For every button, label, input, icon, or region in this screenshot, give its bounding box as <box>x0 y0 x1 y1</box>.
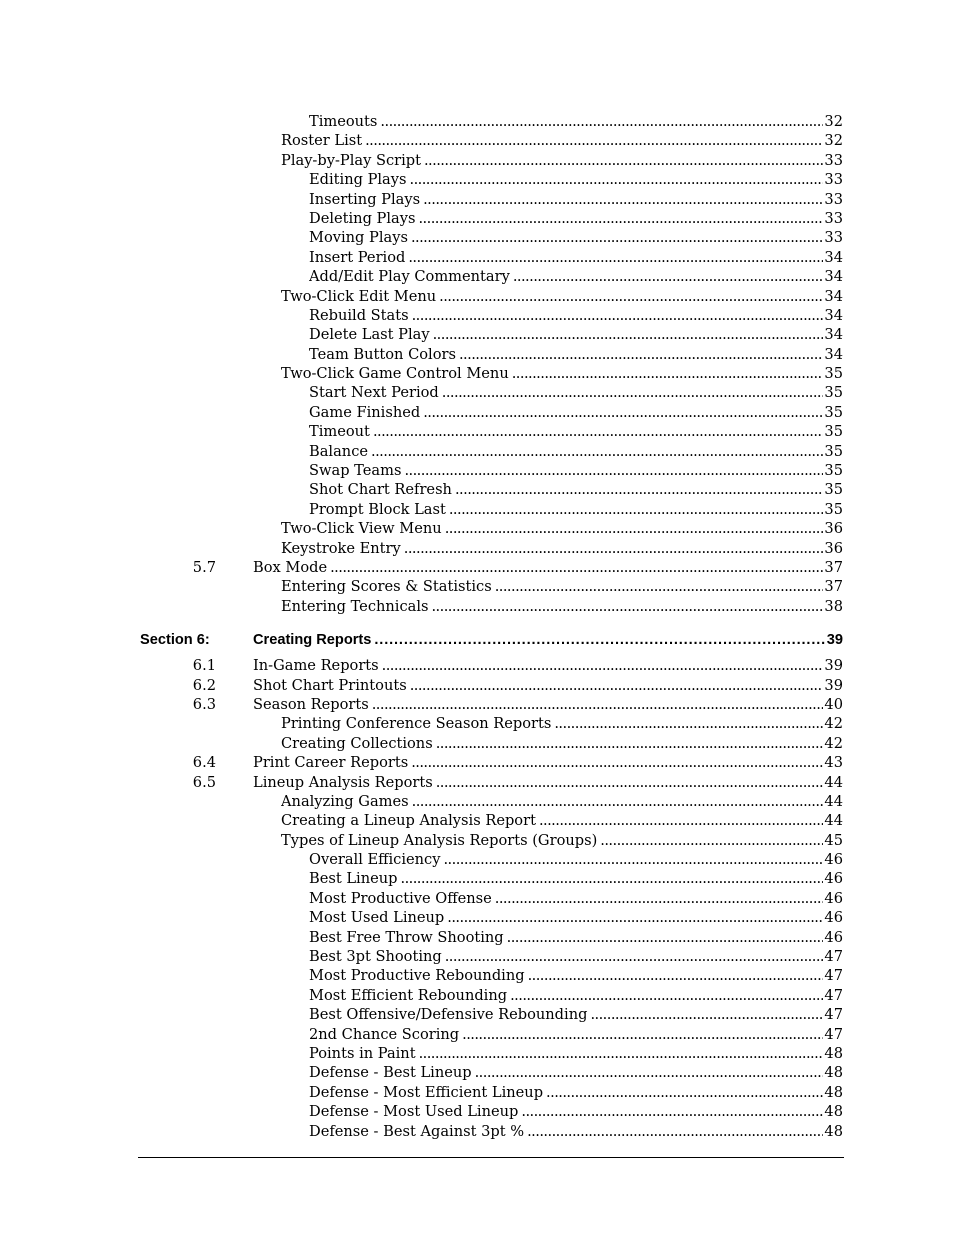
toc-entry[interactable] <box>0 1005 954 1024</box>
toc-page-number: 35 <box>824 481 843 499</box>
toc-entry[interactable] <box>0 442 954 461</box>
toc-entry-line <box>309 1063 843 1082</box>
toc-entry-line <box>309 248 843 267</box>
toc-entry-title: Moving Plays <box>309 229 408 247</box>
toc-entry[interactable] <box>0 1044 954 1063</box>
toc-entry-title: Lineup Analysis Reports <box>253 773 433 791</box>
toc-page-number: 48 <box>824 1122 843 1140</box>
toc-page-number: 46 <box>824 851 843 869</box>
toc-entry-title: Add/Edit Play Commentary <box>309 268 510 286</box>
dot-leader <box>600 831 823 850</box>
dot-leader <box>424 151 823 170</box>
toc-entry-title: Defense - Most Used Lineup <box>309 1103 519 1121</box>
dot-leader <box>528 966 824 985</box>
toc-entry-title: Overall Efficiency <box>309 851 441 869</box>
toc-entry-title: Types of Lineup Analysis Reports (Groups) <box>281 831 598 849</box>
toc-entry[interactable] <box>0 1063 954 1082</box>
toc-entry[interactable] <box>0 151 954 170</box>
dot-leader <box>495 889 824 908</box>
toc-entry[interactable] <box>0 986 954 1005</box>
toc-entry-line <box>309 345 843 364</box>
toc-entry-line <box>281 539 843 558</box>
toc-page-number: 35 <box>824 365 843 383</box>
toc-entry[interactable] <box>0 539 954 558</box>
toc-page-number: 38 <box>824 597 843 615</box>
toc-entry-title: Best Lineup <box>309 870 398 888</box>
toc-entry-line <box>309 928 843 947</box>
toc-entry-title: Best 3pt Shooting <box>309 948 442 966</box>
toc-page-number: 39 <box>824 657 843 675</box>
dot-leader <box>443 850 823 869</box>
toc-entry-line <box>309 1005 843 1024</box>
toc-entry-title: Deleting Plays <box>309 209 416 227</box>
toc-entry-line <box>309 889 843 908</box>
toc-entry-title: Game Finished <box>309 403 421 421</box>
dot-leader <box>380 112 823 131</box>
toc-entry[interactable] <box>0 267 954 286</box>
toc-entry-line <box>281 131 843 150</box>
dot-leader <box>590 1005 823 1024</box>
toc-entry-number: 6.3 <box>192 695 216 713</box>
toc-entry-line <box>309 306 843 325</box>
toc-entry-line <box>281 597 843 616</box>
dot-leader <box>371 442 823 461</box>
toc-page-number: 37 <box>824 558 843 576</box>
toc-entry-line <box>253 656 843 675</box>
toc-entry[interactable] <box>0 1025 954 1044</box>
toc-entry[interactable] <box>0 1083 954 1102</box>
toc-entry-line <box>253 773 843 792</box>
toc-entry-line <box>309 947 843 966</box>
toc-entry[interactable] <box>0 811 954 830</box>
toc-page-number: 46 <box>824 928 843 946</box>
toc-entry-line <box>309 500 843 519</box>
toc-entry-line <box>309 461 843 480</box>
toc-entry-line <box>309 966 843 985</box>
toc-page-number: 45 <box>824 831 843 849</box>
dot-leader <box>419 1044 824 1063</box>
toc-page-number: 34 <box>824 326 843 344</box>
dot-leader <box>554 714 823 733</box>
dot-leader <box>495 577 824 596</box>
toc-page-number: 47 <box>824 948 843 966</box>
toc-entry[interactable] <box>0 345 954 364</box>
toc-entry[interactable] <box>0 714 954 733</box>
toc-page-number: 48 <box>824 1064 843 1082</box>
toc-entry[interactable] <box>0 695 954 714</box>
toc-entry-line <box>281 519 843 538</box>
toc-entry-title: Most Efficient Rebounding <box>309 986 508 1004</box>
toc-entry[interactable] <box>0 558 954 577</box>
toc-entry[interactable] <box>0 403 954 422</box>
dot-leader <box>442 383 824 402</box>
dot-leader <box>410 170 824 189</box>
toc-entry-title: Timeout <box>309 423 370 441</box>
toc-entry-line <box>309 383 843 402</box>
toc-entry-title: Rebuild Stats <box>309 306 409 324</box>
toc-page-number: 46 <box>824 870 843 888</box>
toc-entry[interactable] <box>0 170 954 189</box>
toc-entry-line <box>281 734 843 753</box>
dot-leader <box>455 480 823 499</box>
dot-leader <box>513 267 824 286</box>
dot-leader <box>436 734 824 753</box>
toc-entry-number: 5.7 <box>192 558 216 576</box>
toc-entry-title: Points in Paint <box>309 1044 416 1062</box>
toc-page-number: 35 <box>824 384 843 402</box>
toc-entry-title: Keystroke Entry <box>281 539 401 557</box>
toc-page-number: 48 <box>824 1044 843 1062</box>
footer-divider <box>138 1157 844 1158</box>
dot-leader <box>447 908 823 927</box>
toc-entry-line <box>309 1102 843 1121</box>
dot-leader <box>527 1122 823 1141</box>
toc-page-number: 35 <box>824 500 843 518</box>
toc-entry[interactable] <box>0 928 954 947</box>
toc-entry-title: In-Game Reports <box>253 657 379 675</box>
toc-entry-line <box>309 1083 843 1102</box>
toc-entry-title: 2nd Chance Scoring <box>309 1025 460 1043</box>
toc-page-number: 44 <box>824 792 843 810</box>
toc-entry[interactable] <box>0 889 954 908</box>
dot-leader <box>433 325 824 344</box>
toc-entry-title: Two-Click Edit Menu <box>281 287 437 305</box>
toc-entry[interactable] <box>0 753 954 772</box>
toc-entry-title: Printing Conference Season Reports <box>281 715 552 733</box>
dot-leader <box>412 306 824 325</box>
toc-entry-title: Shot Chart Printouts <box>253 676 407 694</box>
toc-entry-title: Season Reports <box>253 695 369 713</box>
dot-leader <box>330 558 823 577</box>
toc-entry[interactable] <box>0 287 954 306</box>
toc-entry-title: Creating Collections <box>281 734 433 752</box>
toc-entry-line <box>281 151 843 170</box>
toc-entry-title: Entering Scores & Statistics <box>281 578 492 596</box>
toc-entry-title: Team Button Colors <box>309 345 456 363</box>
toc-page-number: 47 <box>824 986 843 1004</box>
toc-entry-title: Roster List <box>281 132 363 150</box>
dot-leader <box>404 461 823 480</box>
dot-leader <box>408 248 823 267</box>
toc-page-number: 33 <box>824 171 843 189</box>
toc-page-number: 32 <box>824 113 843 130</box>
dot-leader <box>431 597 823 616</box>
toc-entry-title: Editing Plays <box>309 171 407 189</box>
toc-page-number: 34 <box>824 345 843 363</box>
toc-entry-title: Creating Reports <box>253 632 372 649</box>
dot-leader <box>459 345 823 364</box>
dot-leader <box>449 500 824 519</box>
toc-entry[interactable] <box>0 676 954 695</box>
toc-entry-number: 6.5 <box>192 773 216 791</box>
toc-entry-line <box>253 676 843 695</box>
toc-entry-line <box>253 628 843 652</box>
toc-page-number: 34 <box>824 248 843 266</box>
toc-entry[interactable] <box>0 364 954 383</box>
toc-entry-title: Most Productive Offense <box>309 889 492 907</box>
toc-entry-line <box>281 792 843 811</box>
toc-entry[interactable] <box>0 1102 954 1121</box>
toc-page-number: 40 <box>824 695 843 713</box>
toc-entry[interactable] <box>0 131 954 150</box>
toc-entry-line <box>281 714 843 733</box>
toc-entry-line <box>309 112 843 131</box>
toc-entry-line <box>309 908 843 927</box>
toc-entry-line <box>309 325 843 344</box>
toc-page-number: 36 <box>824 539 843 557</box>
dot-leader <box>411 228 823 247</box>
dot-leader <box>475 1063 824 1082</box>
toc-entry[interactable] <box>0 190 954 209</box>
toc-entry-title: Best Offensive/Defensive Rebounding <box>309 1006 588 1024</box>
dot-leader <box>412 792 824 811</box>
toc-entry-number: 6.2 <box>192 676 216 694</box>
toc-entry[interactable] <box>0 461 954 480</box>
toc-entry-title: Insert Period <box>309 248 406 266</box>
toc-entry[interactable] <box>0 947 954 966</box>
toc-entry-line <box>309 422 843 441</box>
toc-entry[interactable] <box>0 734 954 753</box>
toc-entry-title: Defense - Most Efficient Lineup <box>309 1083 544 1101</box>
toc-page-number: 47 <box>824 1006 843 1024</box>
toc-entry[interactable] <box>0 831 954 850</box>
toc-entry-line <box>281 364 843 383</box>
toc-entry-line <box>309 480 843 499</box>
dot-leader <box>373 422 823 441</box>
toc-entry[interactable] <box>0 869 954 888</box>
toc-page-number: 46 <box>824 889 843 907</box>
toc-entry[interactable] <box>0 577 954 596</box>
dot-leader <box>423 403 823 422</box>
dot-leader <box>411 753 823 772</box>
toc-entry-title: Two-Click Game Control Menu <box>281 365 509 383</box>
toc-page-number: 37 <box>824 578 843 596</box>
dot-leader <box>521 1102 823 1121</box>
toc-entry-line <box>281 811 843 830</box>
toc-page-number: 33 <box>824 229 843 247</box>
toc-entry[interactable] <box>0 773 954 792</box>
toc-page-number: 47 <box>824 967 843 985</box>
table-of-contents <box>0 112 954 1141</box>
dot-leader <box>418 209 823 228</box>
toc-entry-line <box>253 753 843 772</box>
toc-entry[interactable] <box>0 1122 954 1141</box>
toc-page-number: 35 <box>824 423 843 441</box>
toc-entry[interactable] <box>0 248 954 267</box>
toc-entry[interactable] <box>0 597 954 616</box>
toc-section-heading[interactable] <box>0 628 954 652</box>
toc-entry-line <box>309 228 843 247</box>
toc-entry-line <box>309 442 843 461</box>
toc-entry-title: Prompt Block Last <box>309 500 446 518</box>
dot-leader <box>365 131 823 150</box>
toc-entry-line <box>309 1122 843 1141</box>
toc-entry-line <box>309 869 843 888</box>
toc-entry[interactable] <box>0 850 954 869</box>
toc-page-number: 34 <box>824 287 843 305</box>
toc-entry[interactable] <box>0 500 954 519</box>
toc-page-number: 43 <box>824 754 843 772</box>
toc-page-number: 47 <box>824 1025 843 1043</box>
toc-page-number: 48 <box>824 1083 843 1101</box>
toc-entry-title: Defense - Best Lineup <box>309 1064 472 1082</box>
toc-entry-title: Defense - Best Against 3pt % <box>309 1122 525 1140</box>
toc-entry[interactable] <box>0 792 954 811</box>
toc-entry-title: Best Free Throw Shooting <box>309 928 504 946</box>
toc-page-number: 35 <box>824 403 843 421</box>
toc-entry-line <box>309 170 843 189</box>
toc-page-number: 42 <box>824 734 843 752</box>
toc-entry-line <box>309 209 843 228</box>
toc-page-number: 48 <box>824 1103 843 1121</box>
toc-entry-line <box>253 695 843 714</box>
toc-entry-number: 6.1 <box>192 657 216 675</box>
toc-entry[interactable] <box>0 480 954 499</box>
toc-page-number: 32 <box>824 132 843 150</box>
toc-entry-title: Print Career Reports <box>253 754 409 772</box>
toc-entry-line <box>281 287 843 306</box>
toc-entry-title: Most Used Lineup <box>309 909 445 927</box>
toc-entry-title: Entering Technicals <box>281 597 429 615</box>
toc-entry-line <box>309 1044 843 1063</box>
toc-page-number: 44 <box>824 773 843 791</box>
toc-page-number: 44 <box>824 812 843 830</box>
dot-leader <box>512 364 824 383</box>
dot-leader <box>507 928 824 947</box>
toc-entry-title: Shot Chart Refresh <box>309 481 452 499</box>
dot-leader <box>445 519 824 538</box>
toc-entry[interactable] <box>0 519 954 538</box>
toc-entry-title: Timeouts <box>309 113 378 130</box>
dot-leader <box>372 695 824 714</box>
toc-entry[interactable] <box>0 383 954 402</box>
toc-entry-line <box>253 558 843 577</box>
toc-page-number: 46 <box>824 909 843 927</box>
toc-entry[interactable] <box>0 112 954 131</box>
toc-entry-line <box>309 403 843 422</box>
dot-leader <box>423 190 823 209</box>
toc-entry-title: Play-by-Play Script <box>281 151 421 169</box>
toc-page-number: 33 <box>824 151 843 169</box>
toc-entry-line <box>309 190 843 209</box>
dot-leader <box>439 287 823 306</box>
toc-entry-title: Box Mode <box>253 558 328 576</box>
dot-leader <box>445 947 824 966</box>
toc-entry-number: Section 6: <box>140 632 210 649</box>
toc-entry-line <box>309 267 843 286</box>
toc-entry-line <box>281 577 843 596</box>
dot-leader <box>462 1025 823 1044</box>
toc-entry-title: Creating a Lineup Analysis Report <box>281 812 536 830</box>
toc-page-number: 39 <box>826 632 843 649</box>
toc-entry-title: Start Next Period <box>309 384 439 402</box>
dot-leader <box>374 628 825 652</box>
dot-leader <box>510 986 823 1005</box>
toc-page-number: 33 <box>824 209 843 227</box>
toc-entry[interactable] <box>0 656 954 675</box>
toc-entry-title: Two-Click View Menu <box>281 520 442 538</box>
dot-leader <box>539 811 823 830</box>
toc-entry[interactable] <box>0 908 954 927</box>
toc-entry[interactable] <box>0 422 954 441</box>
toc-entry-title: Analyzing Games <box>281 792 409 810</box>
toc-page-number: 39 <box>824 676 843 694</box>
dot-leader <box>404 539 824 558</box>
toc-entry-title: Inserting Plays <box>309 190 421 208</box>
toc-page-number: 33 <box>824 190 843 208</box>
dot-leader <box>401 869 824 888</box>
toc-page-number: 36 <box>824 520 843 538</box>
toc-entry-title: Delete Last Play <box>309 326 430 344</box>
toc-entry-title: Most Productive Rebounding <box>309 967 525 985</box>
toc-entry-line <box>309 1025 843 1044</box>
dot-leader <box>382 656 824 675</box>
toc-entry-line <box>309 986 843 1005</box>
toc-entry-line <box>309 850 843 869</box>
toc-entry-title: Swap Teams <box>309 462 402 480</box>
toc-page-number: 35 <box>824 462 843 480</box>
dot-leader <box>410 676 824 695</box>
toc-page-number: 34 <box>824 306 843 324</box>
toc-entry-line <box>281 831 843 850</box>
toc-entry[interactable] <box>0 966 954 985</box>
toc-entry-number: 6.4 <box>192 754 216 772</box>
toc-page-number: 34 <box>824 268 843 286</box>
dot-leader <box>436 773 824 792</box>
toc-entry[interactable] <box>0 306 954 325</box>
toc-entry[interactable] <box>0 209 954 228</box>
dot-leader <box>546 1083 823 1102</box>
toc-page-number: 42 <box>824 715 843 733</box>
toc-entry[interactable] <box>0 228 954 247</box>
toc-entry[interactable] <box>0 325 954 344</box>
toc-entry-title: Balance <box>309 442 369 460</box>
toc-page-number: 35 <box>824 442 843 460</box>
